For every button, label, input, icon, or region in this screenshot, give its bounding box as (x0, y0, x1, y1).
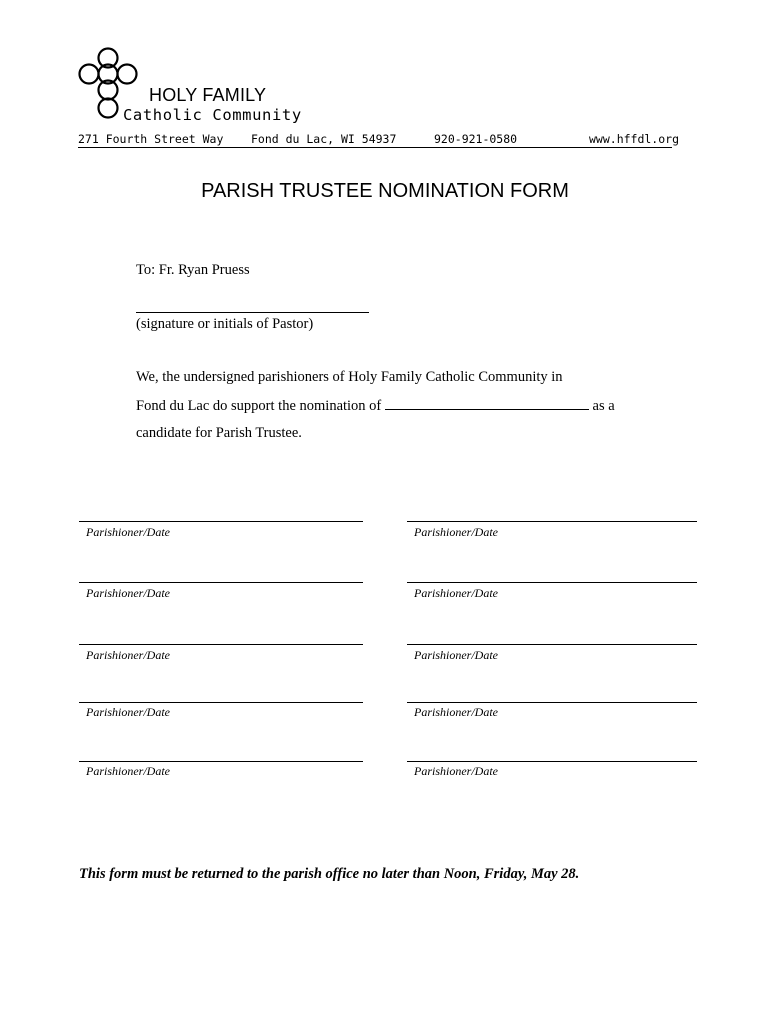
statement-line-1: We, the undersigned parishioners of Holy Family Catholic Community in (136, 369, 563, 385)
statement-line-2-end: as a (592, 398, 615, 414)
website-link[interactable]: www.hffdl.org (589, 132, 680, 146)
city-state-zip: Fond du Lac, WI 54937 (251, 132, 397, 146)
parishioner-date-label: Parishioner/Date (86, 586, 170, 600)
statement-line-2 (136, 397, 615, 415)
parishioner-date-label: Parishioner/Date (414, 764, 498, 778)
parishioner-signature-field[interactable] (79, 521, 363, 522)
street-address: 271 Fourth Street Way (78, 132, 224, 146)
parishioner-date-label: Parishioner/Date (414, 525, 498, 539)
nominee-name-field[interactable] (385, 397, 589, 410)
parishioner-signature-field[interactable] (79, 702, 363, 703)
statement-line-2-start: Fond du Lac do support the nomination of (136, 398, 382, 414)
parishioner-signature-field[interactable] (79, 582, 363, 583)
parishioner-signature-field[interactable] (407, 761, 697, 762)
parishioner-signature-field[interactable] (407, 582, 697, 583)
pastor-signature-label: (signature or initials of Pastor) (136, 316, 314, 332)
return-deadline-note: This form must be returned to the parish office no later than Noon, Friday, May 28. (79, 866, 580, 882)
contact-bar (78, 131, 680, 148)
org-name: HOLY FAMILY (149, 85, 267, 105)
parishioner-date-label: Parishioner/Date (414, 586, 498, 600)
statement-line-3: candidate for Parish Trustee. (136, 425, 302, 441)
phone-number: 920-921-0580 (434, 132, 518, 146)
pastor-signature-field[interactable] (136, 312, 369, 313)
parishioner-date-label: Parishioner/Date (86, 525, 170, 539)
parishioner-date-label: Parishioner/Date (86, 764, 170, 778)
parishioner-signature-field[interactable] (407, 644, 697, 645)
recipient-line: To: Fr. Ryan Pruess (136, 262, 250, 278)
parishioner-signature-field[interactable] (79, 761, 363, 762)
parishioner-date-label: Parishioner/Date (414, 705, 498, 719)
parishioner-signature-field[interactable] (407, 521, 697, 522)
parishioner-signature-field[interactable] (79, 644, 363, 645)
parishioner-signature-field[interactable] (407, 702, 697, 703)
form-title: PARISH TRUSTEE NOMINATION FORM (201, 180, 569, 202)
parishioner-date-label: Parishioner/Date (86, 705, 170, 719)
parishioner-date-label: Parishioner/Date (86, 648, 170, 662)
parishioner-date-label: Parishioner/Date (414, 648, 498, 662)
org-subtitle: Catholic Community (123, 106, 302, 124)
